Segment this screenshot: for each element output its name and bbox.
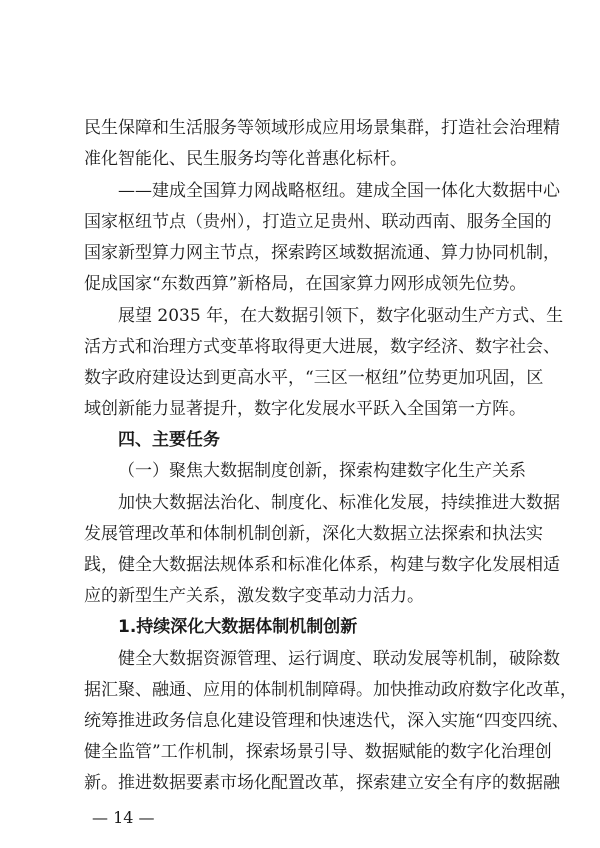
- body-line: 健全大数据资源管理、运行调度、联动发展等机制，破除数: [118, 649, 560, 669]
- body-line: 促成国家“东数西算”新格局，在国家算力网形成领先位势。: [84, 274, 527, 294]
- body-line: 域创新能力显著提升，数字化发展水平跃入全国第一方阵。: [84, 399, 526, 419]
- body-line: 活方式和治理方式变革将取得更大进展，数字经济、数字社会、: [84, 337, 560, 357]
- body-line: 展望 2035 年，在大数据引领下，数字化驱动生产方式、生: [118, 306, 564, 326]
- page-number: — 14 —: [92, 808, 155, 827]
- body-line: ——建成全国算力网战略枢纽。建成全国一体化大数据中心: [118, 181, 560, 201]
- item-heading: 1.持续深化大数据体制机制创新: [118, 617, 358, 637]
- body-line: 践，健全大数据法规体系和标准化体系，构建与数字化发展相适: [84, 555, 560, 575]
- body-line: 国家新型算力网主节点，探索跨区域数据流通、算力协同机制，: [84, 243, 560, 263]
- subsection-heading: （一）聚焦大数据制度创新，探索构建数字化生产关系: [118, 461, 526, 481]
- body-line: 据汇聚、融通、应用的体制机制障碍。加快推动政府数字化改革，: [84, 680, 577, 700]
- body-line: 应的新型生产关系，激发数字变革动力活力。: [84, 586, 424, 606]
- section-heading: 四、主要任务: [118, 430, 220, 450]
- body-line: 加快大数据法治化、制度化、标准化发展，持续推进大数据: [118, 493, 560, 513]
- body-line: 准化智能化、民生服务均等化普惠化标杆。: [84, 149, 407, 169]
- body-line: 发展管理改革和体制机制创新，深化大数据立法探索和执法实: [84, 524, 543, 544]
- body-line: 新。推进数据要素市场化配置改革，探索建立安全有序的数据融: [84, 773, 560, 793]
- body-line: 数字政府建设达到更高水平，“三区一枢纽”位势更加巩固，区: [84, 368, 544, 388]
- body-line: 统筹推进政务信息化建设管理和快速迭代，深入实施“四变四统、: [84, 711, 569, 731]
- body-line: 健全监管”工作机制，探索场景引导、数据赋能的数字化治理创: [84, 742, 552, 762]
- body-line: 国家枢纽节点（贵州），打造立足贵州、联动西南、服务全国的: [84, 212, 552, 232]
- body-line: 民生保障和生活服务等领域形成应用场景集群，打造社会治理精: [84, 118, 560, 138]
